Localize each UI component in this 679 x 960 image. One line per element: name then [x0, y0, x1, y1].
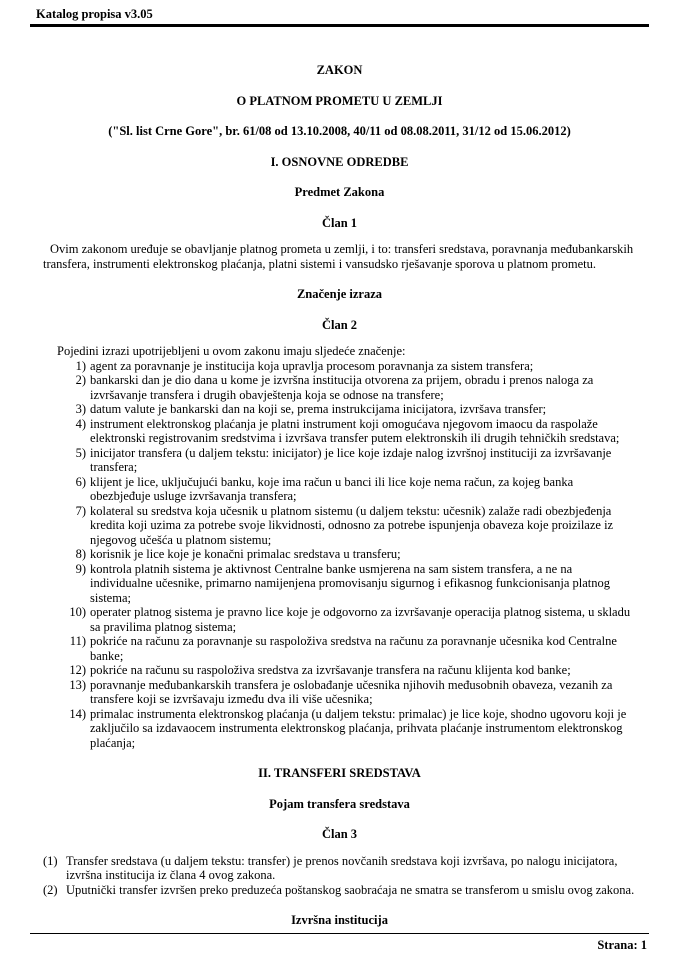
page-number: Strana: 1 [597, 938, 647, 952]
definition-text: primalac instrumenta elektronskog plaćanja (u daljem tekstu: primalac) je lice koje, shodno ugovoru koji je zaključilo sa izdavaocem instrumenta elektronskog plaćanja, prihvata plaćanje instrumentom elektronskog plaćanja; [90, 706, 627, 750]
definition-number: 10) [69, 605, 86, 619]
article-1-heading: Član 1 [321, 215, 358, 230]
article-item [43, 854, 636, 883]
definition-item [65, 417, 636, 446]
definition-item [65, 504, 636, 548]
definition-text: poravnanje međubankarskih transfera je oslobađanje učesnika njihovih međusobnih obaveza, vezanih za transfere koji se izvršavaju između dva ili više učesnika; [90, 677, 613, 706]
definition-item [65, 562, 636, 606]
definition-number: 4) [75, 416, 86, 431]
definition-number: 5) [75, 445, 86, 460]
definition-text: kolateral su sredstva koja učesnik u platnom sistemu (u daljem tekstu: učesnik) zalaže radi obezbjeđenja kredita koji uzima za potrebe svoje likvidnosti, odnosno za potrebe ispunjenja obaveza koje proizilaze iz njegovog učešća u platnom sistemu; [90, 503, 614, 547]
definition-text: datum valute je bankarski dan na koji se, prema instrukcijama inicijatora, izvršava transfer; [90, 402, 547, 416]
subject-heading: Predmet Zakona [294, 185, 385, 199]
section-1-heading: I. OSNOVNE ODREDBE [270, 154, 409, 169]
definition-item [65, 373, 636, 402]
definition-number: 9) [75, 561, 86, 576]
definition-number: 12) [69, 663, 86, 677]
definition-item [65, 605, 636, 634]
article-item-number: (1) [43, 853, 58, 868]
definition-item [65, 663, 636, 678]
definition-number: 2) [75, 373, 86, 387]
page-footer [30, 933, 649, 953]
definition-number: 6) [75, 474, 86, 489]
definition-text: klijent je lice, uključujući banku, koje ima račun u banci ili lice koje nema račun, za kojeg banka obezbjeđuje usluge izvršavanja transfera; [90, 474, 574, 503]
document-body [0, 27, 679, 928]
definition-text: instrument elektronskog plaćanja je platni instrument koji omogućava njegovom imaocu da raspolaže elektronski registrovanim sredstvima i izvršava transfer putem elektronskih ili drugih tehničkih sredstava; [90, 416, 620, 445]
article-item-text: Uputnički transfer izvršen preko preduzeća poštanskog saobraćaja ne smatra se transferom u smislu ovog zakona. [66, 882, 635, 897]
meaning-heading: Značenje izraza [296, 287, 383, 301]
definition-text: bankarski dan je dio dana u kome je izvršna institucija otvorena za prijem, obradu i prenos naloga za izvršavanje transfera i drugih obavještenja koja se odnose na transfere; [90, 373, 594, 402]
app-header [0, 0, 679, 27]
definition-number: 13) [69, 677, 86, 692]
definition-item [65, 547, 636, 562]
law-subtitle: O PLATNOM PROMETU U ZEMLJI [236, 93, 443, 108]
definition-item [65, 359, 636, 374]
definition-text: inicijator transfera (u daljem tekstu: inicijator) je lice koje izdaje nalog izvršnoj instituciji za izvršavanje transfera; [90, 445, 612, 474]
definition-item [65, 446, 636, 475]
law-title: ZAKON [316, 63, 363, 77]
article-item-number: (2) [43, 882, 58, 897]
definition-number: 7) [75, 503, 86, 518]
section-2-heading: II. TRANSFERI SREDSTAVA [258, 766, 421, 780]
definition-number: 1) [75, 358, 86, 373]
app-title: Katalog propisa v3.05 [36, 7, 153, 21]
definition-item [65, 678, 636, 707]
definition-text: kontrola platnih sistema je aktivnost Centralne banke usmjerena na sam sistem transfera, a ne na individualne učesnike, primarno namijenjena promovisanju sigurnog i efikasnog funkcionisanja platnog sistema; [90, 561, 611, 605]
definition-item [65, 707, 636, 751]
article-item [43, 883, 636, 898]
article-2-intro: Pojedini izrazi upotrijebljeni u ovom zakonu imaju sljedeće značenje: [57, 344, 406, 358]
definition-item [65, 475, 636, 504]
article-1-text: Ovim zakonom uređuje se obavljanje platnog prometa u zemlji, i to: transferi sredstava, poravnanja međubankarskih transfera, instrumenti elektronskog plaćanja, platni sistemi i vansudsko rješavanje sporova u platnom prometu. [43, 242, 634, 271]
transfer-concept-heading: Pojam transfera sredstava [269, 796, 410, 811]
definition-text: pokriće na računu su raspoloživa sredstva za izvršavanje transfera na računu klijenta kod banke; [90, 663, 571, 677]
article-3-heading: Član 3 [321, 827, 358, 841]
definition-item [65, 402, 636, 417]
definition-number: 8) [75, 547, 86, 561]
definition-text: pokriće na računu za poravnanje su raspoloživa sredstva na računu za poravnanje učesnika kod Centralne banke; [90, 634, 617, 663]
definition-number: 3) [75, 402, 86, 416]
definition-text: operater platnog sistema je pravno lice koje je odgovorno za izvršavanje operacija platnog sistema, u skladu sa pravilima platnog sistema; [90, 605, 631, 634]
definition-number: 14) [69, 706, 86, 721]
definitions-list [43, 359, 636, 751]
article-2-heading: Član 2 [321, 317, 358, 332]
definition-number: 11) [69, 634, 86, 648]
definition-text: agent za poravnanje je institucija koja upravlja procesom poravnanja za sistem transfera; [90, 358, 534, 373]
footer-divider [30, 933, 649, 934]
article-3-list [43, 854, 636, 898]
definition-text: korisnik je lice koje je konačni primalac sredstava u transferu; [90, 547, 401, 561]
definition-item [65, 634, 636, 663]
article-item-text: Transfer sredstava (u daljem tekstu: transfer) je prenos novčanih sredstava koji izvršava, po nalogu inicijatora, izvršna institucija iz člana 4 ovog zakona. [66, 853, 618, 882]
executive-institution-heading: Izvršna institucija [291, 913, 388, 927]
gazette-reference: ("Sl. list Crne Gore", br. 61/08 od 13.10.2008, 40/11 od 08.08.2011, 31/12 od 15.06.2012) [108, 124, 571, 138]
